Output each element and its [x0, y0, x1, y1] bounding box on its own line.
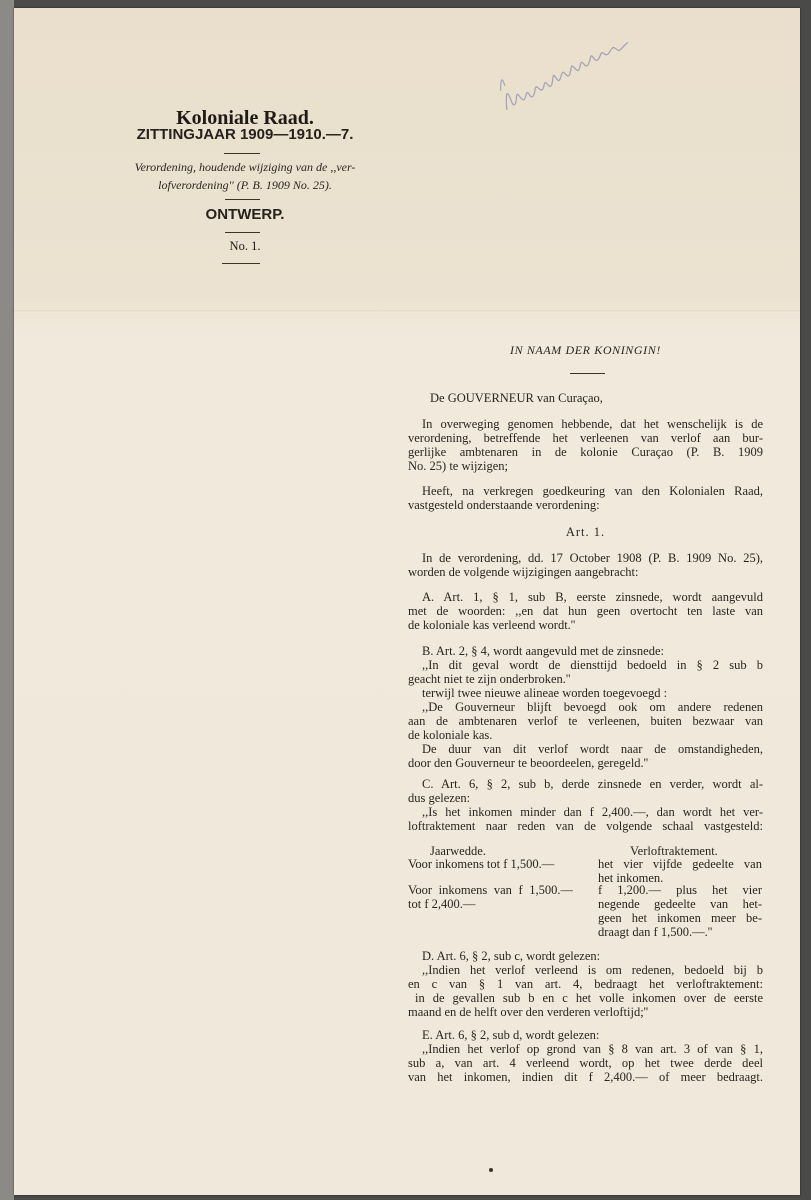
- schedule-row-allowance: [598, 857, 762, 885]
- column-header: Jaarwedde.: [430, 844, 486, 858]
- article-heading-block: [408, 525, 763, 539]
- table-cell-line: negende gedeelte van het-: [598, 897, 762, 911]
- table-cell-line: geen het inkomen meer be-: [598, 911, 762, 925]
- section-b: [408, 644, 763, 770]
- text-line: in de gevallen sub b en c het volle inkomen over de eerste: [415, 991, 763, 1005]
- section-c: [408, 777, 763, 833]
- column-header: Verloftraktement.: [630, 844, 718, 858]
- table-cell-line: Voor inkomens van f 1,500.—: [408, 883, 573, 897]
- text-line: In de verordening, dd. 17 October 1908 (P. B. 1909 No. 25),: [422, 551, 763, 565]
- text-line: geacht niet te zijn onderbroken.'': [408, 672, 571, 686]
- schedule-header-allowance: [630, 844, 718, 858]
- text-line: B. Art. 2, § 4, wordt aangevuld met de zinsnede:: [422, 644, 664, 658]
- intro-paragraph: [408, 551, 763, 579]
- text-line: sub a, van art. 4 verleend wordt, op het twee derde deel: [408, 1056, 763, 1070]
- invocation: IN NAAM DER KONINGIN!: [510, 343, 661, 357]
- header-divider: [224, 153, 260, 154]
- text-line: en c van § 1 van art. 4, bedraagt het verloftraktement:: [408, 977, 763, 991]
- text-line: ,,In dit geval wordt de diensttijd bedoeld in § 2 sub b: [422, 658, 763, 672]
- issuer-line: De GOUVERNEUR van Curaçao,: [430, 391, 603, 405]
- header-divider: [225, 232, 260, 233]
- document-number: No. 1.: [229, 239, 261, 253]
- text-line: van het inkomen, indien dit f 2,400.— of meer bedraagt.: [408, 1070, 763, 1084]
- text-line: dus gelezen:: [408, 791, 471, 805]
- schedule-header-income: [430, 844, 486, 858]
- header-divider: [225, 199, 260, 200]
- text-line: C. Art. 6, § 2, sub b, derde zinsnede en verder, wordt al-: [422, 777, 763, 791]
- text-line: vastgesteld onderstaande verordening:: [408, 498, 600, 512]
- text-line: de koloniale kas verleend wordt.'': [408, 618, 576, 632]
- table-cell-line: het inkomen.: [598, 871, 664, 885]
- text-line: met de woorden: ,,en dat hun geen overtocht ten laste van: [408, 604, 763, 618]
- table-cell-line: f 1,200.— plus het vier: [598, 883, 762, 897]
- invocation-block: [408, 343, 763, 357]
- section-a: [408, 590, 763, 632]
- text-line: A. Art. 1, § 1, sub B, eerste zinsnede, wordt aangevuld: [422, 590, 763, 604]
- issuer-block: [408, 391, 763, 405]
- text-line: worden de volgende wijzigingen aangebracht:: [408, 565, 639, 579]
- preamble-paragraph: [408, 417, 763, 473]
- enactment-paragraph: [408, 484, 763, 512]
- text-line: D. Art. 6, § 2, sub c, wordt gelezen:: [422, 949, 601, 963]
- subject-line: Verordening, houdende wijziging van de ,,ver-: [134, 160, 356, 174]
- text-line: ,,Indien het verlof op grond van § 8 van art. 3 of van § 1,: [422, 1042, 763, 1056]
- text-line: door den Gouverneur te beoordeelen, geregeld.'': [408, 756, 649, 770]
- article-heading: Art. 1.: [565, 525, 606, 539]
- text-line: loftraktement naar reden van de volgende schaal vastgesteld:: [408, 819, 763, 833]
- schedule-row-allowance: [598, 883, 762, 939]
- text-line: In overweging genomen hebbende, dat het wenschelijk is de: [422, 417, 763, 431]
- text-line: E. Art. 6, § 2, sub d, wordt gelezen:: [422, 1028, 600, 1042]
- text-line: De duur van dit verlof wordt naar de omstandigheden,: [422, 742, 763, 756]
- text-line: Heeft, na verkregen goedkeuring van den Kolonialen Raad,: [422, 484, 763, 498]
- session-year: ZITTINGJAAR 1909—1910.—7.: [136, 126, 354, 143]
- draft-status: ONTWERP.: [205, 206, 285, 223]
- header-divider: [222, 263, 260, 264]
- table-cell-line: het vier vijfde gedeelte van: [598, 857, 762, 871]
- table-cell-line: draagt dan f 1,500.—.'': [598, 925, 713, 939]
- text-line: terwijl twee nieuwe alineae worden toegevoegd :: [422, 686, 668, 700]
- table-cell-line: tot f 2,400.—: [408, 897, 476, 911]
- schedule-row-income: [408, 857, 573, 871]
- section-d: [408, 949, 763, 1019]
- body-divider: [570, 373, 605, 374]
- text-line: gerlijke ambtenaren in de kolonie Curaçao (P. B. 1909: [408, 445, 763, 459]
- text-line: ,,De Gouverneur blijft bevoegd ook om andere redenen: [422, 700, 763, 714]
- text-line: de koloniale kas.: [408, 728, 493, 742]
- text-line: verordening, betreffende het verleenen van verlof aan bur-: [408, 431, 763, 445]
- scanner-background: [0, 0, 14, 1200]
- text-line: ,,Is het inkomen minder dan f 2,400.—, dan wordt het ver-: [422, 805, 763, 819]
- subject-line: lofverordening'' (P. B. 1909 No. 25).: [158, 178, 332, 192]
- schedule-row-income: [408, 883, 573, 911]
- paper-fold-crease: [14, 310, 800, 313]
- section-e: [408, 1028, 763, 1084]
- text-line: ,,Indien het verlof verleend is om redenen, bedoeld bij b: [422, 963, 763, 977]
- text-line: aan de ambtenaren verlof te verleenen, buiten bezwaar van: [408, 714, 763, 728]
- table-cell-line: Voor inkomens tot f 1,500.—: [408, 857, 555, 871]
- text-line: No. 25) te wijzigen;: [408, 459, 508, 473]
- paper-speck: [489, 1168, 493, 1172]
- council-title: Koloniale Raad.: [176, 107, 314, 129]
- text-line: maand en de helft over den verderen verloftijd;'': [408, 1005, 649, 1019]
